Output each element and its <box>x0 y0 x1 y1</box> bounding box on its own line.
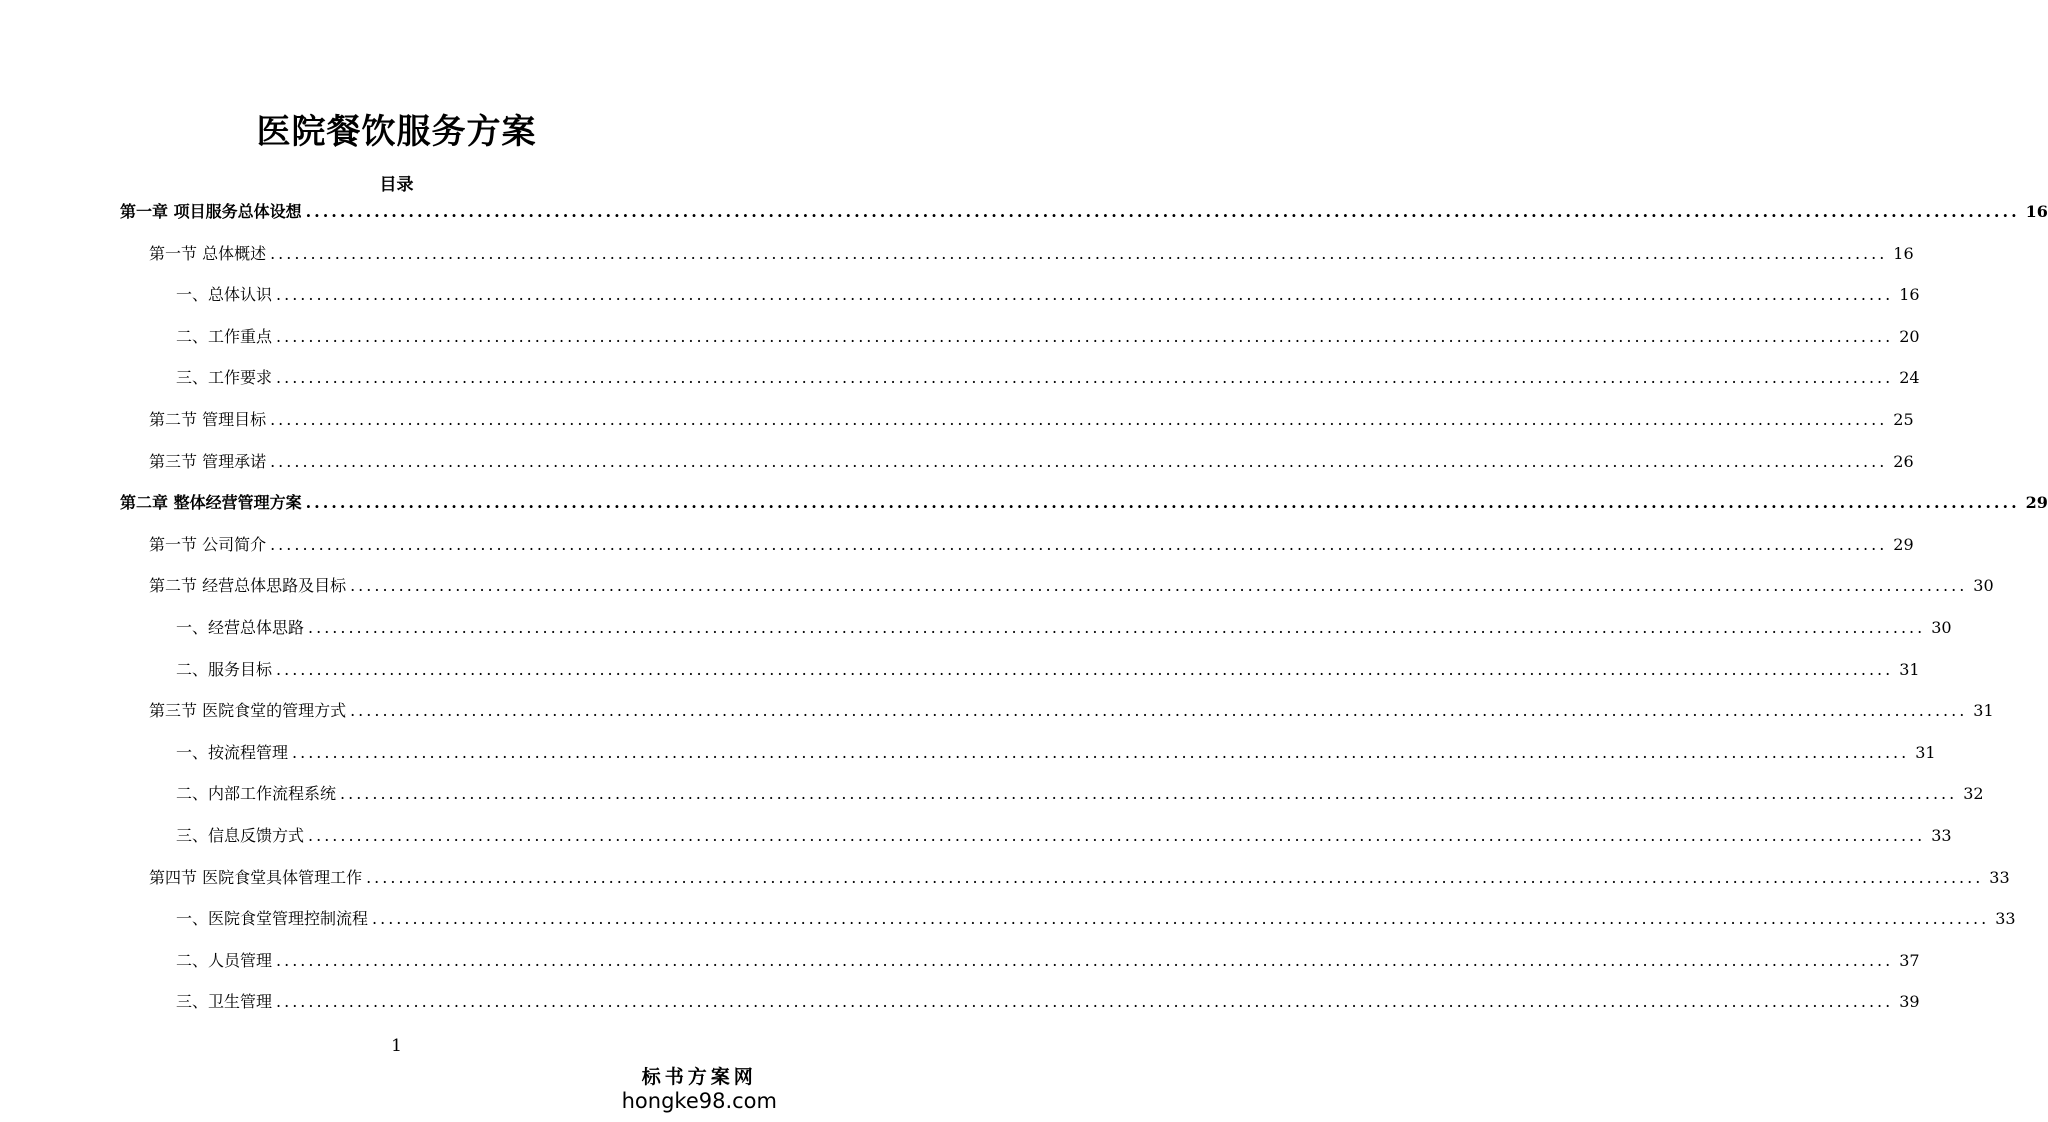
toc-entry-level-2[interactable] <box>149 698 1994 724</box>
toc-dot-leader: ........................................................................................................................................................................................................ <box>270 451 1888 471</box>
toc-entry-level-3[interactable] <box>176 282 1920 308</box>
toc-entry-title: 三、工作要求 <box>176 368 273 388</box>
toc-entry-level-1[interactable] <box>120 199 2048 225</box>
toc-entry-level-3[interactable] <box>176 740 1936 766</box>
toc-entry-level-3[interactable] <box>176 365 1920 391</box>
toc-entry-title: 一、医院食堂管理控制流程 <box>176 909 369 929</box>
toc-dot-leader: ........................................................................................................................................................................................................ <box>292 742 1910 762</box>
toc-entry-page: 31 <box>1899 659 1920 679</box>
watermark-text-chinese: 标书方案网 <box>641 1066 757 1088</box>
toc-dot-leader: ........................................................................................................................................................................................................ <box>366 867 1984 887</box>
toc-entry-title: 第一节 公司简介 <box>149 534 267 554</box>
toc-entry-page: 16 <box>2025 202 2048 221</box>
toc-entry-page: 39 <box>1899 992 1920 1012</box>
toc-heading: 目录 <box>379 175 414 195</box>
toc-entry-level-3[interactable] <box>176 906 2016 932</box>
toc-entry-page: 16 <box>1893 243 1914 263</box>
toc-entry-title: 二、服务目标 <box>176 659 273 679</box>
toc-dot-leader: ........................................................................................................................................................................................................ <box>305 493 2020 513</box>
toc-entry-title: 三、卫生管理 <box>176 992 273 1012</box>
toc-dot-leader: ........................................................................................................................................................................................................ <box>308 826 1926 845</box>
toc-entry-level-2[interactable] <box>149 573 1994 599</box>
toc-dot-leader: ........................................................................................................................................................................................................ <box>270 243 1888 263</box>
toc-dot-leader: ........................................................................................................................................................................................................ <box>276 992 1894 1012</box>
toc-entry-title: 第一章 项目服务总体设想 <box>120 202 302 221</box>
toc-entry-title: 三、信息反馈方式 <box>176 826 305 845</box>
toc-entry-title: 一、按流程管理 <box>176 742 289 762</box>
watermark-text-url: hongke98.com <box>621 1089 777 1113</box>
toc-dot-leader: ........................................................................................................................................................................................................ <box>276 950 1894 970</box>
toc-entry-level-1[interactable] <box>120 490 2048 516</box>
toc-dot-leader: ........................................................................................................................................................................................................ <box>276 659 1894 679</box>
toc-entry-page: 37 <box>1899 950 1920 970</box>
toc-entry-title: 二、内部工作流程系统 <box>176 784 337 804</box>
toc-dot-leader: ........................................................................................................................................................................................................ <box>308 618 1926 637</box>
toc-entry-page: 25 <box>1893 410 1914 429</box>
toc-dot-leader: ........................................................................................................................................................................................................ <box>350 701 1968 721</box>
toc-dot-leader: ........................................................................................................................................................................................................ <box>276 368 1894 388</box>
toc-entry-level-3[interactable] <box>176 615 1952 641</box>
toc-entry-level-3[interactable] <box>176 781 1984 807</box>
toc-entry-page: 20 <box>1899 326 1920 346</box>
toc-entry-title: 第一节 总体概述 <box>149 243 267 263</box>
toc-entry-level-3[interactable] <box>176 989 1920 1015</box>
toc-entry-level-2[interactable] <box>149 407 1914 433</box>
toc-entry-level-2[interactable] <box>149 532 1914 558</box>
toc-entry-title: 一、经营总体思路 <box>176 618 305 637</box>
toc-entry-level-3[interactable] <box>176 324 1920 350</box>
toc-dot-leader: ........................................................................................................................................................................................................ <box>270 534 1888 554</box>
toc-entry-page: 31 <box>1973 701 1994 721</box>
toc-entry-page: 29 <box>2025 493 2048 513</box>
document-title: 医院餐饮服务方案 <box>256 112 537 152</box>
toc-entry-title: 第二节 经营总体思路及目标 <box>149 576 347 596</box>
toc-entry-page: 30 <box>1931 618 1952 637</box>
toc-dot-leader: ........................................................................................................................................................................................................ <box>372 909 1990 929</box>
toc-entry-title: 第二章 整体经营管理方案 <box>120 493 302 513</box>
toc-dot-leader: ........................................................................................................................................................................................................ <box>276 326 1894 346</box>
toc-entry-title: 二、工作重点 <box>176 326 273 346</box>
page-number: 1 <box>391 1036 402 1056</box>
toc-entry-title: 第三节 管理承诺 <box>149 451 267 471</box>
toc-entry-page: 26 <box>1893 451 1914 471</box>
toc-dot-leader: ........................................................................................................................................................................................................ <box>350 576 1968 596</box>
toc-entry-title: 第二节 管理目标 <box>149 410 267 429</box>
toc-dot-leader: ........................................................................................................................................................................................................ <box>270 410 1888 429</box>
toc-dot-leader: ........................................................................................................................................................................................................ <box>276 285 1894 305</box>
toc-entry-level-2[interactable] <box>149 865 2010 891</box>
toc-entry-title: 第四节 医院食堂具体管理工作 <box>149 867 363 887</box>
toc-dot-leader: ........................................................................................................................................................................................................ <box>340 784 1958 804</box>
toc-entry-page: 24 <box>1899 368 1920 388</box>
toc-dot-leader: ........................................................................................................................................................................................................ <box>305 202 2020 221</box>
toc-entry-page: 16 <box>1899 285 1920 305</box>
toc-entry-page: 33 <box>1995 909 2016 929</box>
toc-entry-page: 33 <box>1931 826 1952 845</box>
toc-entry-level-3[interactable] <box>176 948 1920 974</box>
toc-entry-level-2[interactable] <box>149 449 1914 475</box>
watermark-logo <box>622 1066 777 1114</box>
toc-entry-page: 30 <box>1973 576 1994 596</box>
toc-entry-title: 二、人员管理 <box>176 950 273 970</box>
toc-entry-page: 33 <box>1989 867 2010 887</box>
toc-entry-level-3[interactable] <box>176 657 1920 683</box>
toc-entry-level-3[interactable] <box>176 823 1952 849</box>
toc-entry-title: 第三节 医院食堂的管理方式 <box>149 701 347 721</box>
toc-entry-level-2[interactable] <box>149 241 1914 267</box>
toc-entry-page: 29 <box>1893 534 1914 554</box>
toc-entry-page: 31 <box>1915 742 1936 762</box>
toc-entry-page: 32 <box>1963 784 1984 804</box>
toc-entry-title: 一、总体认识 <box>176 285 273 305</box>
